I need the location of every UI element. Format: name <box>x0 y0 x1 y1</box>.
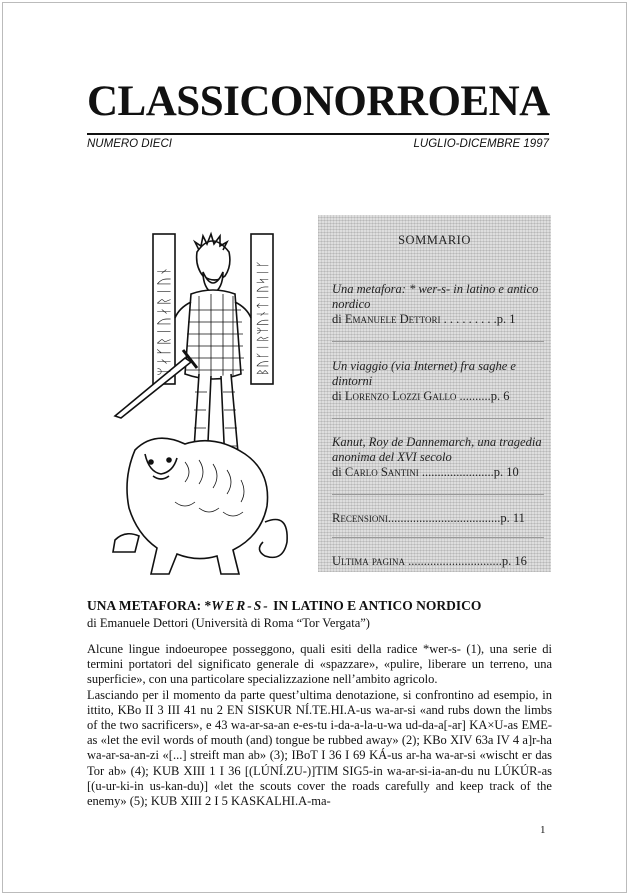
left-runes: ᛘᛅᚴᚱᛁᚢᛅᚱᛁᚢᚾ <box>155 265 173 376</box>
woodcut-illustration <box>95 222 300 592</box>
article-title <box>87 598 481 614</box>
toc-entry-leader: .......................p. <box>418 465 504 479</box>
right-runes: ᛒᚢᚴᛁᚱᛘᚢᚾᛏᛁᚢᛋᛁᚴ <box>256 259 271 376</box>
toc-entry-title: Un viaggio (via Internet) fra saghe e dintorni <box>332 359 516 388</box>
article-body <box>87 642 552 809</box>
toc-entry-leader: ..............................p. <box>405 554 512 568</box>
toc-entry-page: 10 <box>506 465 519 479</box>
article-title-prefix: UNA METAFORA: * <box>87 598 212 613</box>
masthead: CLASSICONORROENA <box>87 78 550 125</box>
toc-separator <box>332 494 544 495</box>
toc-entry <box>332 435 544 480</box>
toc-entry <box>332 511 544 526</box>
article-title-suffix: IN LATINO E ANTICO NORDICO <box>269 598 482 613</box>
paragraph: Alcune lingue indoeuropee posseggono, quali esiti della radice *wer-s- (1), una serie di termini portatori del significato generale di «spazzare», «pulire, liberare un terreno, una superficie», con una particolare specializzazione nell’ambito agricolo. <box>87 642 552 687</box>
toc-entry-page: 6 <box>503 389 510 403</box>
toc-entry-leader: ....................................p. <box>387 511 510 525</box>
toc-entry-by: di <box>332 312 345 326</box>
toc-entry-title: Kanut, Roy de Dannemarch, una tragedia anonima del XVI secolo <box>332 435 542 464</box>
toc-separator <box>332 418 544 419</box>
toc-entry-author: Ultima pagina <box>332 554 405 568</box>
toc-entry-page: 1 <box>509 312 516 326</box>
toc-entry-author: Carlo Santini <box>344 465 419 479</box>
article-title-root: WER-S- <box>211 598 270 613</box>
toc-entry-by: di <box>332 389 345 403</box>
toc-separator <box>332 341 544 342</box>
issue-number: NUMERO DIECI <box>87 138 172 150</box>
table-of-contents <box>318 215 551 572</box>
toc-entry <box>332 282 544 327</box>
toc-entry-page: 11 <box>512 511 525 525</box>
toc-entry-page: 16 <box>514 554 527 568</box>
paragraph: Lasciando per il momento da parte quest’ultima denotazione, si confrontino ad esempio, in ittito, KBo II 3 III 41 nu 2 EN SISKUR NÍ.TE.HI.A-us wa-ar-si «and rubs down the limbs of the two sacrificers», e 43 wa-ar-sa-an e-es-tu i-da-a-la-u-wa ud-da-a[-ar] KA×U-as EME-as «let the evil words of mouth (and) tongue be rubbed away» (2); KBo XIV 63a IV 4 a]r-ha wa-ar-sa-an-zi «[...] streift man ab» (3); IBoT I 36 I 69 KÁ-us ar-ha wa-ar-si «wischt er das Tor ab» (4); KUB XIII 1 I 36 [(LÚNÍ.ZU-)]TIM SIG5-in wa-ar-si-ia-an-du nu LÚKÚR-as [(u-ur-ki-in us-kan-du)] «let the scouts cover the roads carefully and keep track of the enemy» (5); KUB XIII 2 I 5 KASKALHI.A-ma- <box>87 687 552 809</box>
toc-entry-leader: . . . . . . . . .p. <box>440 312 507 326</box>
toc-separator <box>332 537 544 538</box>
toc-entry-author: Lorenzo Lozzi Gallo <box>344 389 457 403</box>
issue-bar <box>87 133 549 150</box>
page-number: 1 <box>540 824 546 836</box>
beast-tail <box>259 520 287 558</box>
toc-entry-title: Una metafora: * wer-s- in latino e antico nordico <box>332 282 539 311</box>
toc-title: SOMMARIO <box>398 233 471 247</box>
toc-entry <box>332 554 544 569</box>
toc-entry-by: di <box>332 465 345 479</box>
toc-entry-author: Emanuele Dettori <box>344 312 441 326</box>
toc-entry <box>332 359 544 404</box>
issue-date: LUGLIO-DICEMBRE 1997 <box>413 138 549 150</box>
beast <box>127 438 268 574</box>
toc-entry-author: Recensioni <box>332 511 388 525</box>
article-author: di Emanuele Dettori (Università di Roma “Tor Vergata”) <box>87 616 370 630</box>
toc-entry-leader: ..........p. <box>456 389 501 403</box>
